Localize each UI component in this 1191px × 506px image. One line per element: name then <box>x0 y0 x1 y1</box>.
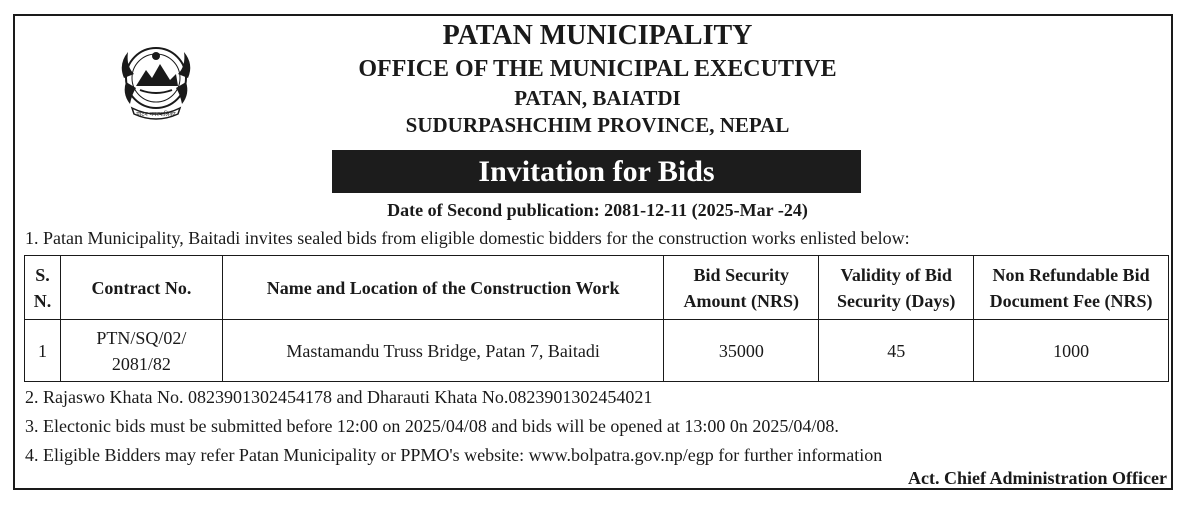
cell-contract-no <box>60 320 222 382</box>
cell-validity: 45 <box>819 320 974 382</box>
table-row <box>25 320 1169 382</box>
header-document-fee <box>974 256 1169 320</box>
header-validity-line2: Security (Days) <box>836 290 956 311</box>
header-work-name: Name and Location of the Construction Work <box>222 256 664 320</box>
cell-bid-security: 35000 <box>664 320 819 382</box>
seal-caption: पाटन नगरपालिका <box>136 111 176 118</box>
header-sn-line1: S. <box>35 264 50 285</box>
cell-work-name: Mastamandu Truss Bridge, Patan 7, Baitadi <box>222 320 664 382</box>
office-location: PATAN, BAIATDI <box>514 86 681 110</box>
province-name: SUDURPASHCHIM PROVINCE, NEPAL <box>405 113 790 137</box>
header-validity <box>819 256 974 320</box>
header-contract-no: Contract No. <box>60 256 222 320</box>
table-header-row <box>25 256 1169 320</box>
note-khata: 2. Rajaswo Khata No. 0823901302454178 and Dharauti Khata No.0823901302454021 <box>25 387 653 407</box>
signoff: Act. Chief Administration Officer <box>908 468 1167 488</box>
cell-document-fee: 1000 <box>974 320 1169 382</box>
header-document-fee-line2: Document Fee (NRS) <box>989 290 1153 311</box>
office-name: OFFICE OF THE MUNICIPAL EXECUTIVE <box>358 56 837 82</box>
cell-contract-line1: PTN/SQ/02/ <box>96 327 187 348</box>
publication-date: Date of Second publication: 2081-12-11 (2025-Mar -24) <box>387 200 808 220</box>
header-validity-line1: Validity of Bid <box>840 264 952 285</box>
note-submission: 3. Electonic bids must be submitted before 12:00 on 2025/04/08 and bids will be opened at 13:00 0n 2025/04/08. <box>25 416 839 436</box>
header-bid-security-line2: Amount (NRS) <box>683 290 800 311</box>
intro-text: 1. Patan Municipality, Baitadi invites sealed bids from eligible domestic bidders for the construction works enlisted below: <box>25 228 910 248</box>
note-website: 4. Eligible Bidders may refer Patan Municipality or PPMO's website: www.bolpatra.gov.np/egp for further information <box>25 445 883 465</box>
cell-sn: 1 <box>25 320 61 382</box>
header-sn-line2: N. <box>33 290 52 311</box>
header-bid-security-line1: Bid Security <box>693 264 790 285</box>
cell-contract-line2: 2081/82 <box>111 353 171 374</box>
bids-table <box>24 255 1169 382</box>
org-name: PATAN MUNICIPALITY <box>442 20 753 51</box>
notice-title-banner: Invitation for Bids <box>332 150 861 193</box>
header-sn <box>25 256 61 320</box>
header-document-fee-line1: Non Refundable Bid <box>992 264 1150 285</box>
header-bid-security <box>664 256 819 320</box>
